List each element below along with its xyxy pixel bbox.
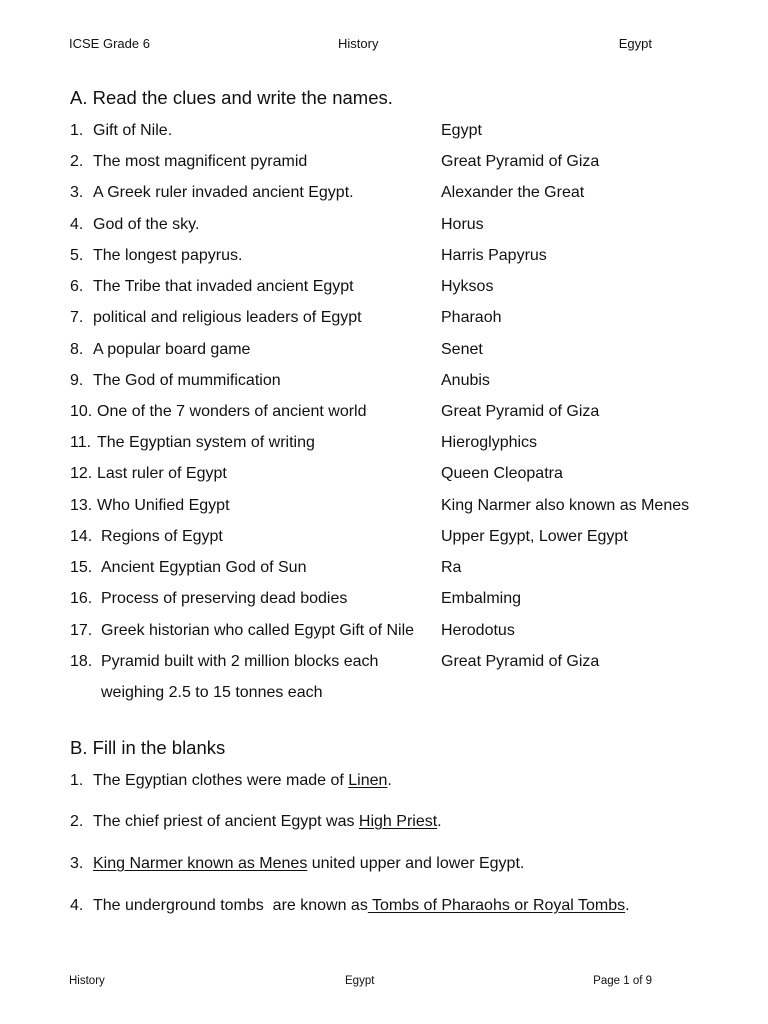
list-item bbox=[70, 434, 748, 458]
sentence-before: The chief priest of ancient Egypt was bbox=[93, 813, 359, 830]
sentence-after: . bbox=[387, 772, 392, 789]
list-item bbox=[70, 184, 748, 208]
item-answer: Ra bbox=[441, 559, 462, 576]
sentence-before: The Egyptian clothes were made of bbox=[93, 772, 349, 789]
item-clue: The most magnificent pyramid bbox=[93, 153, 308, 170]
item-number: 1. bbox=[70, 122, 84, 139]
item-number: 2. bbox=[70, 813, 84, 830]
item-clue: Greek historian who called Egypt Gift of Nile bbox=[101, 622, 415, 639]
item-number: 6. bbox=[70, 278, 84, 295]
list-item bbox=[70, 622, 748, 646]
item-answer: Anubis bbox=[441, 372, 490, 389]
item-answer: Senet bbox=[441, 341, 483, 358]
header-subject: History bbox=[338, 36, 379, 51]
item-number: 3. bbox=[70, 855, 84, 872]
list-item bbox=[70, 153, 748, 177]
section-a-title: A. Read the clues and write the names. bbox=[70, 87, 393, 108]
item-answer: Harris Papyrus bbox=[441, 247, 547, 264]
header-grade: ICSE Grade 6 bbox=[69, 36, 150, 51]
list-item bbox=[70, 247, 748, 271]
item-number: 5. bbox=[70, 247, 84, 264]
list-item bbox=[70, 403, 748, 427]
item-clue: One of the 7 wonders of ancient world bbox=[97, 403, 367, 420]
item-clue: A Greek ruler invaded ancient Egypt. bbox=[93, 184, 354, 201]
list-item bbox=[70, 559, 748, 583]
item-clue: God of the sky. bbox=[93, 216, 200, 233]
item-number: 4. bbox=[70, 897, 84, 914]
item-clue: Ancient Egyptian God of Sun bbox=[101, 559, 307, 576]
item-number: 12. bbox=[70, 465, 93, 482]
item-answer: Horus bbox=[441, 216, 484, 233]
item-number: 18. bbox=[70, 653, 93, 670]
header-topic: Egypt bbox=[618, 36, 652, 51]
item-number: 1. bbox=[70, 772, 84, 789]
item-answer: Great Pyramid of Giza bbox=[441, 153, 600, 170]
item-clue: The Tribe that invaded ancient Egypt bbox=[93, 278, 354, 295]
item-answer: Hyksos bbox=[441, 278, 494, 295]
list-item bbox=[70, 309, 748, 333]
footer-subject: History bbox=[69, 975, 105, 987]
blank-answer: High Priest bbox=[358, 813, 438, 830]
item-answer: Pharaoh bbox=[441, 309, 502, 326]
sentence-after: united upper and lower Egypt. bbox=[307, 855, 525, 872]
item-clue: The Egyptian system of writing bbox=[97, 434, 315, 451]
item-number: 3. bbox=[70, 184, 84, 201]
item-clue: The God of mummification bbox=[93, 372, 281, 389]
item-number: 9. bbox=[70, 372, 84, 389]
item-answer: Herodotus bbox=[441, 622, 515, 639]
list-item bbox=[70, 653, 748, 677]
item-clue: political and religious leaders of Egypt bbox=[93, 309, 362, 326]
list-item bbox=[70, 122, 748, 146]
item-clue: Gift of Nile. bbox=[93, 122, 173, 139]
blank-answer: King Narmer known as Menes bbox=[93, 855, 308, 872]
sentence-after: . bbox=[625, 897, 630, 914]
sentence-after: . bbox=[437, 813, 442, 830]
list-item bbox=[70, 465, 748, 489]
item-number: 15. bbox=[70, 559, 93, 576]
fill-sentence bbox=[93, 897, 630, 915]
blank-answer: Tombs of Pharaohs or Royal Tombs bbox=[367, 897, 626, 914]
item-clue: Regions of Egypt bbox=[101, 528, 223, 545]
item-clue: Last ruler of Egypt bbox=[97, 465, 227, 482]
fill-sentence bbox=[93, 813, 442, 831]
item-number: 8. bbox=[70, 341, 84, 358]
item-number: 13. bbox=[70, 497, 93, 514]
item-number: 7. bbox=[70, 309, 84, 326]
footer-topic: Egypt bbox=[345, 975, 375, 987]
item-number: 2. bbox=[70, 153, 84, 170]
item-number: 10. bbox=[70, 403, 93, 420]
list-item bbox=[70, 341, 748, 365]
item-answer: Egypt bbox=[441, 122, 482, 139]
item-number: 16. bbox=[70, 590, 93, 607]
fill-sentence bbox=[93, 772, 392, 790]
section-b-title: B. Fill in the blanks bbox=[70, 737, 226, 758]
item-number: 4. bbox=[70, 216, 84, 233]
list-item bbox=[70, 528, 748, 552]
item-answer: Great Pyramid of Giza bbox=[441, 653, 600, 670]
page-number: Page 1 of 9 bbox=[593, 975, 652, 987]
item-clue: Who Unified Egypt bbox=[97, 497, 230, 514]
list-item bbox=[70, 590, 748, 614]
blank-answer: Linen bbox=[348, 772, 388, 789]
list-item bbox=[70, 372, 748, 396]
item-number: 17. bbox=[70, 622, 93, 639]
list-item bbox=[70, 216, 748, 240]
item-answer: King Narmer also known as Menes bbox=[441, 497, 690, 514]
item-answer: Hieroglyphics bbox=[441, 434, 538, 451]
item-clue: Process of preserving dead bodies bbox=[101, 590, 348, 607]
fill-sentence bbox=[93, 855, 524, 873]
item-answer: Alexander the Great bbox=[441, 184, 585, 201]
item-answer: Queen Cleopatra bbox=[441, 465, 563, 482]
item-answer: Upper Egypt, Lower Egypt bbox=[441, 528, 628, 545]
item-clue: The longest papyrus. bbox=[93, 247, 243, 264]
item-number: 11. bbox=[70, 434, 92, 451]
sentence-before: The underground tombs are known as bbox=[93, 897, 368, 914]
list-item bbox=[70, 497, 748, 521]
item-18-continuation: weighing 2.5 to 15 tonnes each bbox=[101, 684, 323, 701]
item-clue: A popular board game bbox=[93, 341, 251, 358]
item-number: 14. bbox=[70, 528, 93, 545]
item-answer: Embalming bbox=[441, 590, 522, 607]
item-answer: Great Pyramid of Giza bbox=[441, 403, 600, 420]
list-item bbox=[70, 278, 748, 302]
item-clue: Pyramid built with 2 million blocks each bbox=[101, 653, 379, 670]
